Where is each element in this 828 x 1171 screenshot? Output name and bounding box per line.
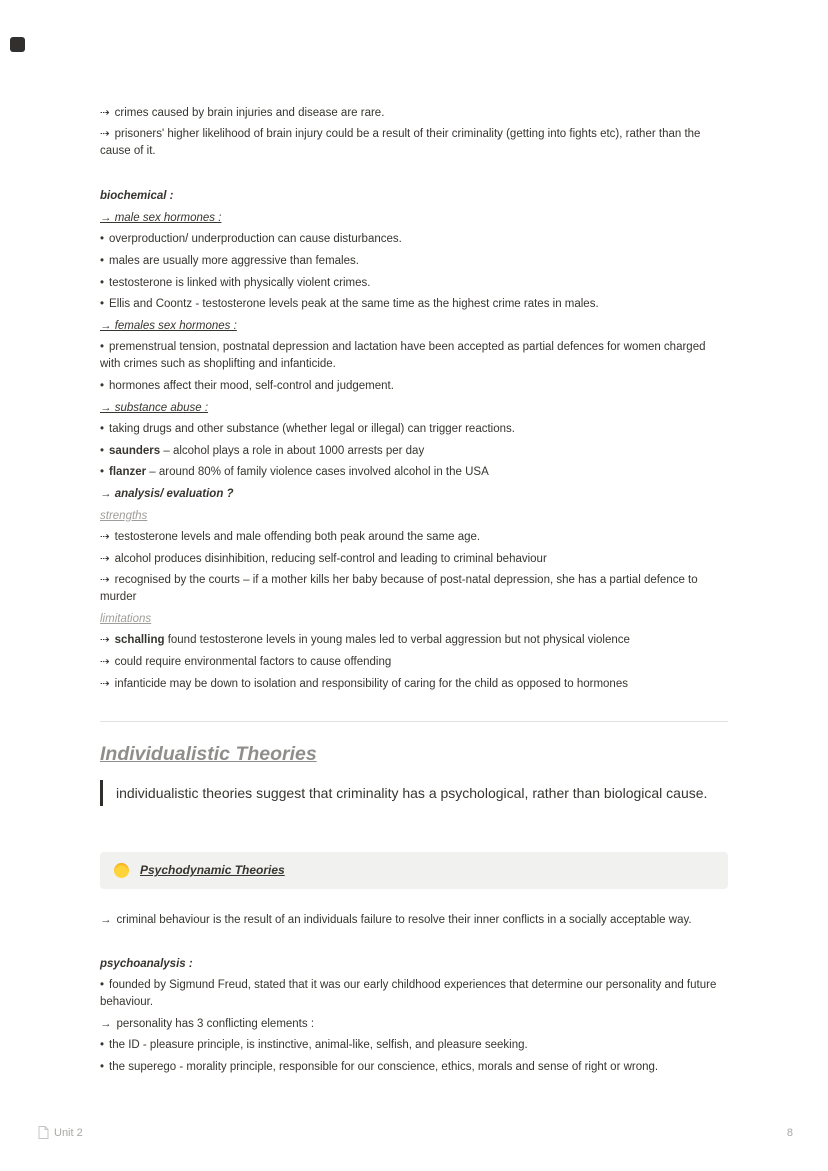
note-line [100, 105, 728, 122]
bullet-text: – around 80% of family violence cases involved alcohol in the USA [146, 466, 489, 479]
personality-elements-line [100, 1016, 728, 1033]
dashed-arrow-marker: ⇢ [100, 634, 110, 647]
note-line [100, 126, 728, 160]
limitation-lead-bold: schalling [114, 634, 165, 647]
strength-text: recognised by the courts – if a mother kills her baby because of post-natal depression, she has a partial defence to murder [100, 574, 698, 604]
psychodynamic-callout [100, 852, 728, 889]
dashed-arrow-marker: ⇢ [100, 128, 110, 141]
bullet-item [100, 231, 728, 248]
limitation-item [100, 654, 728, 671]
dashed-arrow-marker: ⇢ [100, 574, 110, 587]
footer-breadcrumb [38, 1126, 83, 1139]
bullet-marker: • [100, 1061, 105, 1074]
bullet-item [100, 378, 728, 395]
bullet-item [100, 1059, 728, 1076]
limitation-item [100, 676, 728, 693]
page-icon [38, 1126, 49, 1139]
bullet-text: males are usually more aggressive than females. [109, 254, 359, 267]
strength-text: alcohol produces disinhibition, reducing self-control and leading to criminal behaviour [114, 552, 547, 565]
male-hormones-heading: → male sex hormones : [100, 211, 222, 224]
dashed-arrow-marker: ⇢ [100, 656, 110, 669]
page-number: 8 [786, 1126, 793, 1139]
bullet-marker: • [100, 444, 105, 457]
psychodynamic-theories-title: Psychodynamic Theories [140, 863, 285, 878]
arrow-marker: → [100, 913, 112, 926]
bullet-text: overproduction/ underproduction can cause disturbances. [109, 233, 402, 246]
bullet-item [100, 1037, 728, 1054]
bullet-item [100, 339, 728, 373]
dashed-arrow-marker: ⇢ [100, 106, 110, 119]
individualistic-quote: individualistic theories suggest that criminality has a psychological, rather than biological cause. [100, 780, 728, 806]
bullet-marker: • [100, 254, 105, 267]
limitation-text: infanticide may be down to isolation and responsibility of caring for the child as opposed to hormones [114, 677, 628, 690]
bullet-text: taking drugs and other substance (whether legal or illegal) can trigger reactions. [109, 423, 515, 436]
bullet-marker: • [100, 276, 105, 289]
bullet-text: Ellis and Coontz - testosterone levels peak at the same time as the highest crime rates in males. [109, 298, 599, 311]
substance-abuse-heading: → substance abuse : [100, 401, 209, 414]
bullet-text: the superego - morality principle, responsible for our conscience, ethics, morals and sense of right or wrong. [109, 1061, 659, 1074]
bullet-text: hormones affect their mood, self-control and judgement. [109, 379, 394, 392]
bullet-item [100, 275, 728, 292]
bullet-item [100, 977, 728, 1011]
analysis-heading: → analysis/ evaluation ? [100, 487, 234, 500]
bullet-text: testosterone is linked with physically violent crimes. [109, 276, 371, 289]
individualistic-theories-heading: Individualistic Theories [100, 742, 317, 765]
limitation-item-schalling [100, 632, 728, 649]
dashed-arrow-marker: ⇢ [100, 531, 110, 544]
limitations-label: limitations [100, 612, 152, 625]
psychodynamic-intro [100, 912, 728, 929]
bullet-item [100, 421, 728, 438]
strength-item [100, 529, 728, 546]
page-footer [38, 1126, 793, 1139]
bullet-marker: • [100, 341, 105, 354]
bullet-marker: • [100, 233, 105, 246]
bullet-marker: • [100, 1039, 105, 1052]
bullet-lead-bold: saunders [109, 444, 161, 457]
limitation-text: found testosterone levels in young males led to verbal aggression but not physical violence [164, 634, 630, 647]
female-hormones-heading: → females sex hormones : [100, 319, 237, 332]
bullet-marker: • [100, 379, 105, 392]
strength-text: testosterone levels and male offending both peak around the same age. [114, 531, 481, 544]
strengths-label: strengths [100, 509, 148, 522]
strength-item [100, 572, 728, 606]
bullet-lead-bold: flanzer [109, 466, 147, 479]
elements-text: personality has 3 conflicting elements : [116, 1017, 315, 1030]
bullet-text: founded by Sigmund Freud, stated that it was our early childhood experiences that determine our personality and future behaviour. [100, 979, 717, 1009]
psychoanalysis-heading: psychoanalysis : [100, 957, 193, 970]
biochemical-heading: biochemical : [100, 190, 174, 203]
dashed-arrow-marker: ⇢ [100, 552, 110, 565]
note-text: prisoners' higher likelihood of brain injury could be a result of their criminality (getting into fights etc), rather than the cause of it. [100, 128, 701, 158]
bullet-marker: • [100, 423, 105, 436]
bullet-item-flanzer [100, 464, 728, 481]
bullet-text: the ID - pleasure principle, is instinctive, animal-like, selfish, and pleasure seeking. [109, 1039, 528, 1052]
bullet-marker: • [100, 298, 105, 311]
footer-unit-label: Unit 2 [54, 1126, 83, 1139]
dashed-arrow-marker: ⇢ [100, 677, 110, 690]
section-divider [100, 721, 728, 722]
bullet-marker: • [100, 466, 105, 479]
callout-emoji-icon [114, 863, 129, 878]
bullet-text: premenstrual tension, postnatal depression and lactation have been accepted as partial defences for women charged with crimes such as shoplifting and infanticide. [100, 341, 706, 371]
bullet-item [100, 296, 728, 313]
top-left-marker [10, 37, 25, 52]
bullet-item-saunders [100, 443, 728, 460]
arrow-marker: → [100, 1017, 112, 1030]
intro-text: criminal behaviour is the result of an individuals failure to resolve their inner conflicts in a socially acceptable way. [116, 913, 692, 926]
bullet-text: – alcohol plays a role in about 1000 arrests per day [160, 444, 425, 457]
bullet-marker: • [100, 979, 105, 992]
strength-item [100, 551, 728, 568]
bullet-item [100, 253, 728, 270]
note-text: crimes caused by brain injuries and disease are rare. [114, 106, 385, 119]
limitation-text: could require environmental factors to cause offending [114, 656, 392, 669]
